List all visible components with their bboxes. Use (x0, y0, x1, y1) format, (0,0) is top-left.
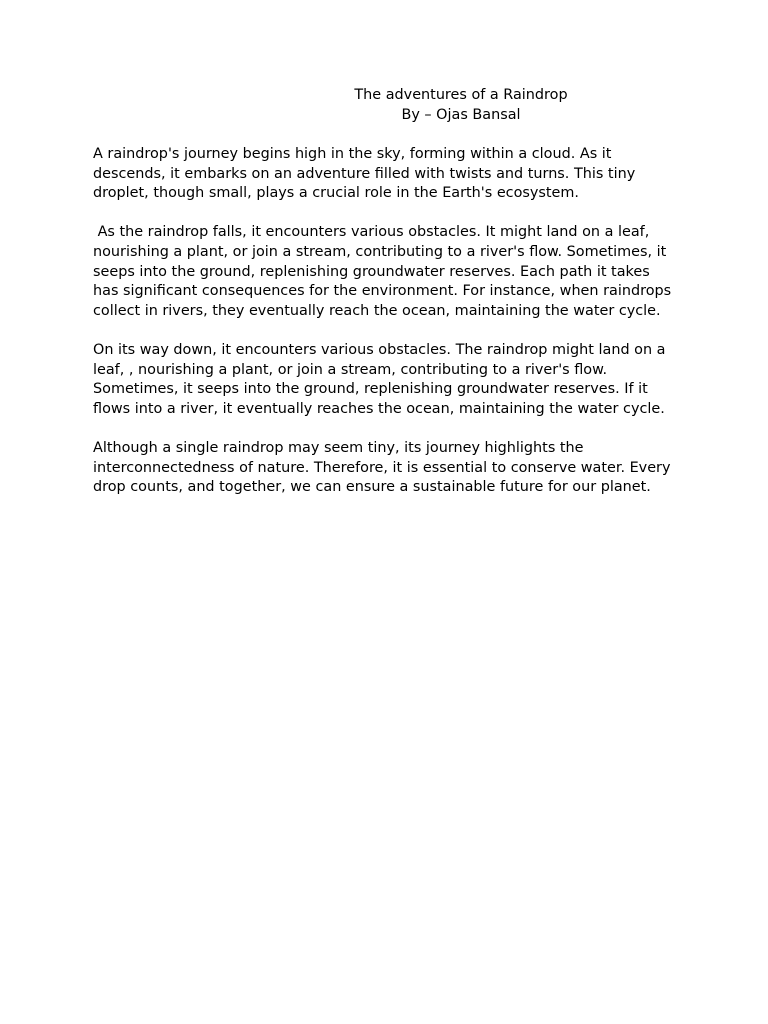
paragraph-way-down: On its way down, it encounters various obstacles. The raindrop might land on a leaf, , nourishing a plant, or join a stream, contributing to a river's flow. Sometimes, it seeps into the ground, replenishing groundwater reserves. If it flows into a river, it eventually reaches the ocean, maintaining the water cycle. (93, 341, 671, 417)
paragraph-conclusion: Although a single raindrop may seem tiny, its journey highlights the interconnectedness of nature. Therefore, it is essential to conserve water. Every drop counts, and together, we can ensure a sustainable future for our planet. (93, 439, 676, 496)
paragraph-falling: As the raindrop falls, it encounters various obstacles. It might land on a leaf, nourishing a plant, or join a stream, contributing to a river's flow. Sometimes, it seeps into the ground, replenishing groundwater reserves. Each path it takes has significant consequences for the environment. For instance, when raindrops collect in rivers, they eventually reach the ocean, maintaining the water cycle. (93, 224, 676, 319)
document-title: The adventures of a Raindrop (354, 87, 568, 103)
document-header (93, 86, 768, 125)
document-byline: By – Ojas Bansal (401, 106, 521, 123)
document-body (93, 145, 678, 517)
paragraph-intro: A raindrop's journey begins high in the sky, forming within a cloud. As it descends, it embarks on an adventure filled with twists and turns. This tiny droplet, though small, plays a crucial role in the Earth's ecosystem. (93, 146, 640, 202)
